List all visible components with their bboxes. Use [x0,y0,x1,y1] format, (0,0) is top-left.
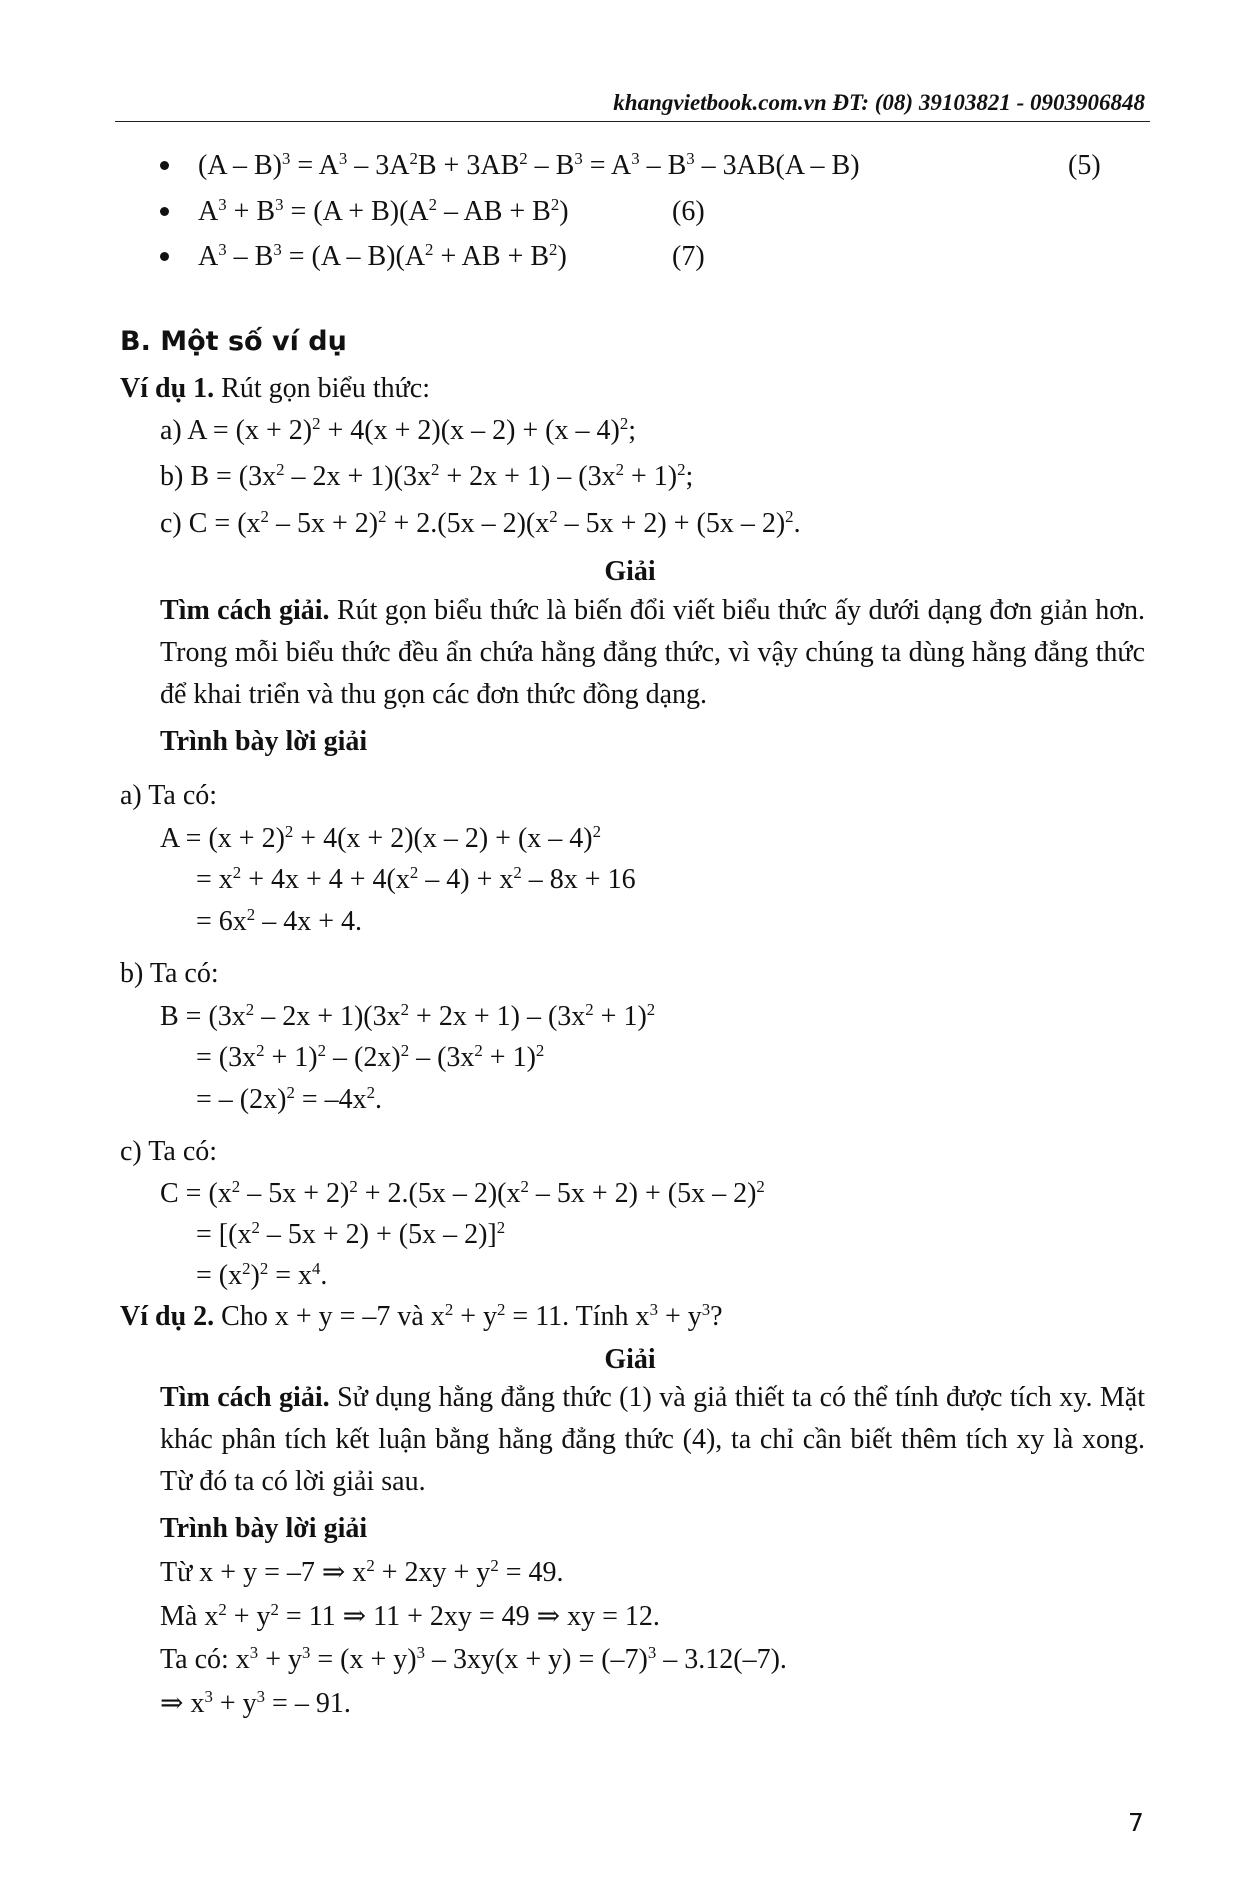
identity-number: (5) [1068,150,1101,181]
bullet-icon [160,161,169,170]
identity-number: (7) [672,241,705,272]
identity-number: (6) [672,196,705,227]
example2-prompt: Cho x + y = –7 và $x^2 + y^2 = 11$. Tính $x^3 + y^3$? [221,1299,723,1332]
solution-line: b) Ta có: [120,958,219,989]
example1-solution-title: Giải [604,556,656,587]
example2-solution-title: Giải [604,1344,656,1375]
identity-6: $A^3 + B^3 = (A + B)(A^2$ – AB + $B^2$) [198,194,569,227]
approach-text: Rút gọn biểu thức là biến đổi viết biểu thức ấy dưới dạng đơn giản hơn. Trong mỗi biểu thức đều ẩn chứa hằng đẳng thức, vì vậy chúng ta dùng hằng đẳng thức để khai triển và thu gọn các đơn thức đồng dạng. [160,595,1145,710]
solution-line: a) Ta có: [120,780,218,811]
approach-label: Tìm cách giải. [160,1382,330,1413]
approach-label: Tìm cách giải. [160,595,330,626]
section-heading: B. Một số ví dụ [120,326,347,357]
solution-line: = $x^2 + 4x + 4 + 4(x^2 - 4) + x^2 - 8x + 16$ [196,862,636,895]
solution-line: $B = (3x^2 - 2x + 1)(3x^2 + 2x + 1) - (3x^2 + 1)^2$ [160,999,656,1032]
header-divider [115,121,1150,122]
solution-line: ⇒ $x^3 + y^3$ = – 91. [160,1686,351,1719]
solution-line: = $6x^2 - 4x + 4$. [196,904,362,937]
identity-5: $(A - B)^3 = A^3 - 3A^2B + 3AB^2 - B^3 = A^3 - B^3 - 3AB(A - B)$ [198,148,860,181]
example2-title [120,1299,723,1332]
presentation-label: Trình bày lời giải [160,1513,368,1544]
example1-part-b: b) $B = (3x^2 - 2x + 1)(3x^2 + 2x + 1) - (3x^2 + 1)^2$; [160,459,694,492]
identity-7: $A^3 - B^3 = (A - B)(A^2$ + AB + $B^2$) [198,239,567,272]
solution-line: Ta có: $x^3 + y^3 = (x + y)^3 - 3xy(x + y) = (-7)^3 - 3.12(-7)$. [160,1642,787,1675]
page-header: khangvietbook.com.vn ĐT: (08) 39103821 - 0903906848 [613,90,1145,115]
page-number: 7 [1128,1808,1144,1837]
bullet-icon [160,252,169,261]
solution-line: Từ x + y = –7 ⇒ $x^2 + 2xy + y^2 = 49$. [160,1555,564,1588]
approach-text: Sử dụng hằng đẳng thức (1) và giả thiết ta có thể tính được tích xy. Mặt khác phân tích kết luận bằng hằng đẳng thức (4), ta chỉ cần biết thêm tích xy là xong. Từ đó ta có lời giải sau. [160,1382,1146,1497]
presentation-label: Trình bày lời giải [160,726,368,757]
solution-line: $C = (x^2 - 5x + 2)^2 + 2.(5x - 2)(x^2 - 5x + 2) + (5x - 2)^2$ [160,1176,765,1209]
solution-line: = $(x^2)^2 = x^4$. [196,1258,328,1291]
solution-line: = $(3x^2 + 1)^2 - (2x)^2 - (3x^2 + 1)^2$ [196,1040,545,1073]
solution-line: Mà $x^2 + y^2 = 11$ ⇒ 11 + 2xy = 49 ⇒ xy = 12. [160,1599,660,1632]
example1-title [120,375,430,403]
solution-line: = $[(x^2 - 5x + 2) + (5x - 2)]^2$ [196,1217,506,1250]
example1-prompt: Rút gọn biểu thức: [221,373,430,404]
example1-part-a: a) $A = (x + 2)^2 + 4(x + 2)(x - 2) + (x - 4)^2$; [160,413,637,446]
solution-line: = – $(2x)^2 = -4x^2$. [196,1082,383,1115]
example2-approach [160,1377,1145,1503]
bullet-icon [160,207,169,216]
solution-line: $A = (x + 2)^2 + 4(x + 2)(x - 2) + (x - 4)^2$ [160,821,602,854]
example1-approach [160,590,1145,716]
example1-label: Ví dụ 1. [120,373,215,404]
example1-part-c: c) $C = (x^2 - 5x + 2)^2 + 2.(5x - 2)(x^2 - 5x + 2) + (5x - 2)^2$. [160,506,801,539]
solution-line: c) Ta có: [120,1136,218,1167]
example2-label: Ví dụ 2. [120,1301,215,1332]
